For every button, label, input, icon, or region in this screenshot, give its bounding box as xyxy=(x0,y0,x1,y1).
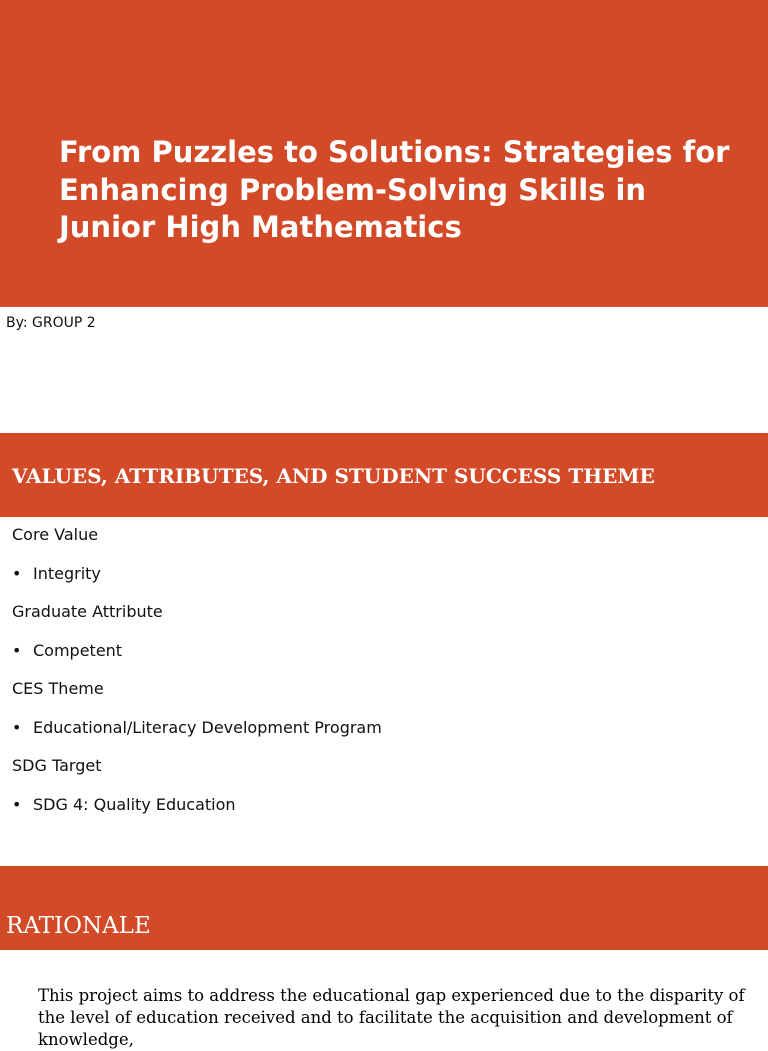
sdg-target-heading: SDG Target xyxy=(12,756,102,775)
presentation-title: From Puzzles to Solutions: Strategies for Enhancing Problem-Solving Skills in Junior High Mathematics xyxy=(59,135,730,244)
rationale-body: This project aims to address the educational gap experienced due to the disparity of the level of education received and to facilitate the acquisition and development of knowledge, xyxy=(38,986,745,1049)
graduate-attribute-text: Competent xyxy=(33,641,123,660)
ces-theme-heading: CES Theme xyxy=(12,679,104,698)
sdg-target-text: SDG 4: Quality Education xyxy=(33,795,236,814)
graduate-attribute-item xyxy=(12,641,122,661)
rationale-slide-title: RATIONALE xyxy=(6,913,151,939)
graduate-attribute-heading: Graduate Attribute xyxy=(12,602,163,621)
core-value-text: Integrity xyxy=(33,564,101,583)
bullet-icon: • xyxy=(12,641,22,660)
ces-theme-item xyxy=(12,718,382,738)
bullet-icon: • xyxy=(12,564,22,583)
values-slide-title: VALUES, ATTRIBUTES, AND STUDENT SUCCESS THEME xyxy=(12,464,655,488)
bullet-icon: • xyxy=(12,718,22,737)
ces-theme-text: Educational/Literacy Development Program xyxy=(33,718,382,737)
sdg-target-item xyxy=(12,795,236,815)
bullet-icon: • xyxy=(12,795,22,814)
byline: By: GROUP 2 xyxy=(6,315,96,331)
core-value-item xyxy=(12,564,101,584)
core-value-heading: Core Value xyxy=(12,525,99,544)
